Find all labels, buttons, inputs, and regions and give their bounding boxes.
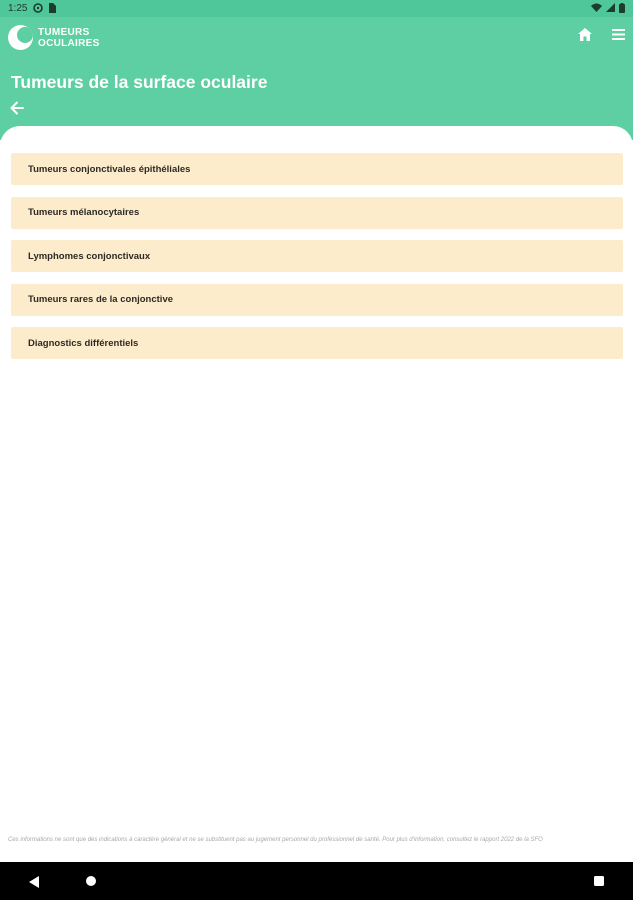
nav-recents-button[interactable] (594, 876, 604, 886)
disclaimer-text: Ces informations ne sont que des indications à caractère général et ne se substituent pas au jugement personnel du professionnel de santé. Pour plus d'information, consultez le rapport 2022 de la SFO (8, 837, 543, 843)
header-actions (578, 28, 625, 41)
content-panel (0, 126, 633, 862)
list-item-label: Tumeurs mélanocytaires (28, 207, 140, 218)
list-item-label: Tumeurs rares de la conjonctive (28, 294, 174, 305)
back-button[interactable] (10, 101, 24, 120)
list-item-differential-diagnoses[interactable] (11, 327, 623, 359)
battery-icon (619, 3, 625, 15)
arrow-left-icon (10, 101, 24, 115)
status-right-icons (591, 3, 625, 15)
nav-home-button[interactable] (86, 876, 96, 886)
menu-button[interactable] (612, 29, 625, 40)
app-logo[interactable] (8, 25, 100, 50)
list-item-epithelial-tumors[interactable] (11, 153, 623, 185)
logo-line-2: OCULAIRES (38, 37, 100, 49)
wifi-icon (591, 3, 602, 14)
list-item-label: Diagnostics différentiels (28, 337, 139, 349)
list-item-label: Lymphomes conjonctivaux (28, 250, 151, 262)
list-item-lymphomas[interactable] (11, 240, 623, 272)
logo-line-1: TUMEURS (38, 26, 90, 38)
list-item-melanocytic-tumors[interactable] (11, 197, 623, 229)
system-navigation-bar (0, 862, 633, 900)
home-button[interactable] (578, 28, 592, 41)
page-title: Tumeurs de la surface oculaire (11, 72, 268, 92)
home-icon (578, 28, 592, 41)
logo-eye-icon (8, 25, 33, 50)
status-time: 1:25 (8, 3, 28, 14)
sync-icon (33, 3, 43, 15)
sim-card-icon (48, 3, 56, 15)
topic-list (11, 153, 623, 371)
signal-icon (606, 3, 615, 14)
status-bar (0, 0, 633, 17)
hamburger-menu-icon (612, 29, 625, 40)
nav-back-triangle-icon (29, 876, 39, 888)
nav-back-button[interactable] (29, 875, 39, 893)
logo-text (38, 27, 100, 49)
app-header (0, 17, 633, 140)
list-item-label: Tumeurs conjonctivales épithéliales (28, 163, 191, 175)
list-item-rare-tumors[interactable] (11, 284, 623, 316)
